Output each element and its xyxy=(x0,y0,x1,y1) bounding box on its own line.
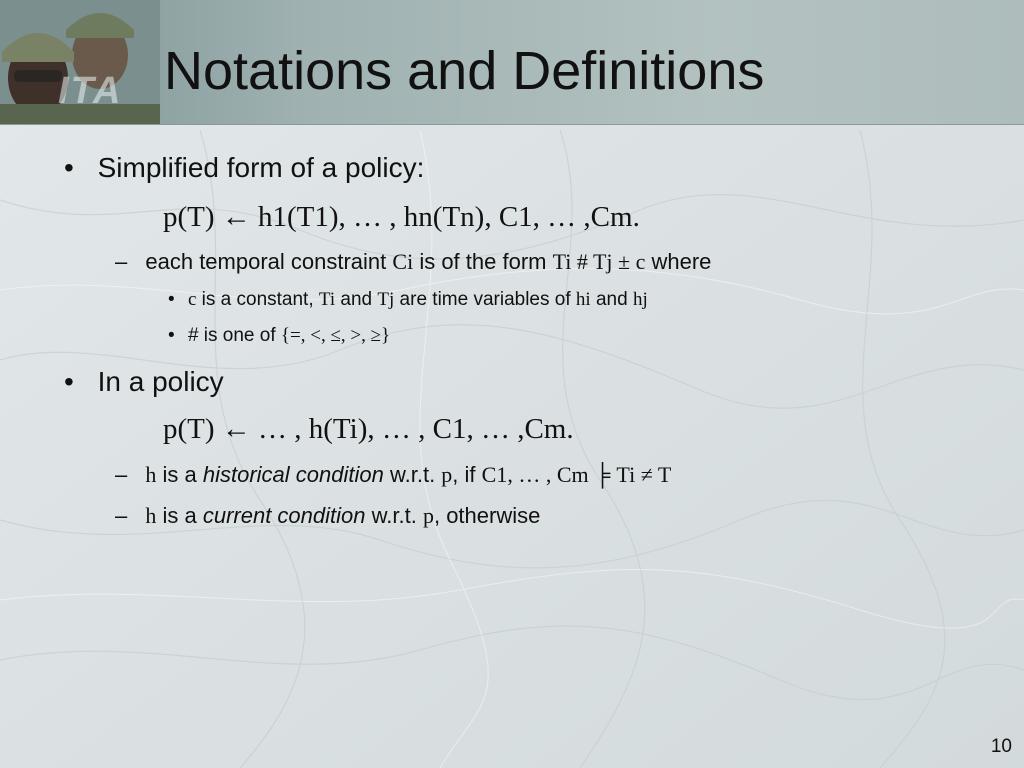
bullet-text: Simplified form of a policy: xyxy=(97,152,425,183)
text-segment: and xyxy=(590,289,633,310)
math-segment: Ti # Tj ± c xyxy=(552,249,646,274)
math-segment: {=, <, ≤, >, ≥} xyxy=(280,325,391,346)
text-segment: is a xyxy=(156,462,203,487)
entails-symbol: ╞ xyxy=(588,462,617,487)
math-segment: Ti ≠ T xyxy=(616,462,672,487)
text-segment: , otherwise xyxy=(433,503,541,528)
page-number: 10 xyxy=(990,736,1012,757)
italic-term: current condition xyxy=(202,503,366,528)
math-segment: p xyxy=(441,462,453,487)
math-segment: hi xyxy=(575,289,591,310)
bullet-marker: • xyxy=(168,325,175,346)
bullet-marker: • xyxy=(64,366,74,397)
text-segment: is a constant, xyxy=(196,289,319,310)
math-segment: h xyxy=(145,462,157,487)
sub-bullet-current-condition xyxy=(115,503,540,529)
bullet-marker: • xyxy=(64,152,74,183)
bullet-text: In a policy xyxy=(97,366,224,397)
math-segment: C1, … , Cm xyxy=(481,462,589,487)
math-segment: Tj xyxy=(377,289,395,310)
text-segment: each temporal constraint xyxy=(145,249,393,274)
sub-sub-bullet-constant xyxy=(168,289,648,311)
text-segment: is of the form xyxy=(413,249,553,274)
dash-marker: – xyxy=(115,503,128,528)
math-segment: c xyxy=(187,289,197,310)
math-segment: Ci xyxy=(392,249,414,274)
text-segment: is a xyxy=(156,503,203,528)
sub-sub-bullet-operators xyxy=(168,325,390,347)
math-segment: hj xyxy=(632,289,648,310)
sub-bullet-temporal-constraint xyxy=(115,249,711,275)
policy-formula: p(T) ← h1(T1), … , hn(Tn), C1, … ,Cm. xyxy=(163,201,640,233)
bullet-simplified-form xyxy=(64,152,424,184)
bullet-marker: • xyxy=(168,289,175,310)
text-segment: , if xyxy=(452,462,482,487)
dash-marker: – xyxy=(115,249,128,274)
math-segment: h xyxy=(145,503,157,528)
bullet-in-a-policy xyxy=(64,366,224,398)
text-segment: w.r.t. xyxy=(383,462,442,487)
text-segment: where xyxy=(645,249,712,274)
policy-formula-2: p(T) ← … , h(Ti), … , C1, … ,Cm. xyxy=(163,413,574,445)
ita-logo: ITA xyxy=(58,70,123,112)
math-segment: Ti xyxy=(318,289,336,310)
italic-term: historical condition xyxy=(202,462,384,487)
math-segment: p xyxy=(422,503,434,528)
text-segment: are time variables of xyxy=(394,289,576,310)
sub-bullet-historical-condition xyxy=(115,462,671,488)
text-segment: and xyxy=(335,289,378,310)
text-segment: # is one of xyxy=(187,325,281,346)
text-segment: w.r.t. xyxy=(365,503,423,528)
dash-marker: – xyxy=(115,462,128,487)
slide-title: Notations and Definitions xyxy=(164,41,765,101)
